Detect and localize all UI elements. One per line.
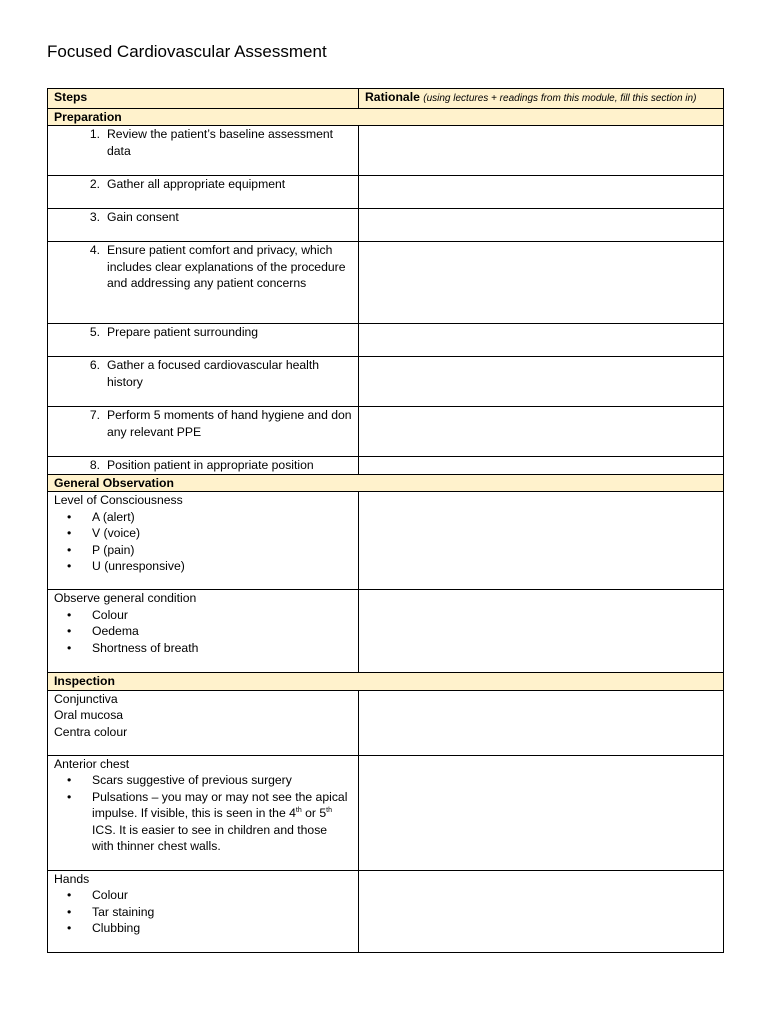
pulsations-text: or 5 [301,806,327,820]
rationale-cell[interactable] [359,242,724,324]
step-cell [48,126,359,176]
section-inspection [48,673,724,691]
list-item: • Clubbing [54,920,352,937]
table-row [48,590,724,673]
list-item: • Scars suggestive of previous surgery [54,772,352,789]
step-cell [48,209,359,242]
hands-heading: Hands [54,871,90,886]
rationale-cell[interactable] [359,870,724,952]
step-number: 5. [89,325,100,339]
section-general-observation [48,474,724,492]
table-row [48,324,724,357]
step-text: Gain consent [107,210,179,224]
rationale-cell[interactable] [359,176,724,209]
table-header-row [48,89,724,109]
step-text: Prepare patient surrounding [107,325,259,339]
section-label: General Observation [48,474,724,492]
table-row [48,242,724,324]
rationale-cell[interactable] [359,590,724,673]
pulsations-text: ICS. It is easier to see in children and those with thinner chest walls. [92,822,328,853]
consciousness-list [54,509,352,575]
rationale-cell[interactable] [359,126,724,176]
step-number: 2. [89,177,100,191]
rationale-cell[interactable] [359,457,724,475]
consciousness-cell [48,492,359,590]
hands-cell [48,870,359,952]
list-item: • U (unresponsive) [54,558,352,575]
ordinal-suffix: th [326,806,332,814]
rationale-cell[interactable] [359,755,724,870]
pulsations-text: Pulsations – you may or may not see the apical impulse. If visible, this is seen in the 4 [92,789,348,820]
condition-cell [48,590,359,673]
step-number: 3. [89,210,100,224]
step-text: Position patient in appropriate position [107,458,314,472]
condition-heading: Observe general condition [54,591,197,605]
header-rationale-label: Rationale [365,90,420,104]
table-row [48,690,724,755]
inspection-line: Oral mucosa [54,708,124,722]
list-item: • P (pain) [54,542,352,559]
anterior-chest-heading: Anterior chest [54,756,130,771]
table-row [48,209,724,242]
anterior-chest-list [54,772,352,855]
step-text: Gather all appropriate equipment [107,177,286,191]
step-text: Review the patient’s baseline assessment data [107,127,334,158]
step-text: Perform 5 moments of hand hygiene and don any relevant PPE [107,408,352,439]
table-row [48,357,724,407]
step-cell [48,324,359,357]
list-item [54,789,352,855]
list-item: • Tar staining [54,904,352,921]
assessment-table [47,88,724,953]
list-item: • Colour [54,607,352,624]
rationale-cell[interactable] [359,357,724,407]
table-row [48,755,724,870]
consciousness-heading: Level of Consciousness [54,493,183,507]
rationale-cell[interactable] [359,324,724,357]
inspection-cell [48,690,359,755]
table-row [48,407,724,457]
hands-list [54,887,352,937]
list-item: • V (voice) [54,525,352,542]
table-row [48,457,724,475]
step-cell [48,357,359,407]
section-label: Inspection [48,673,724,691]
page-title: Focused Cardiovascular Assessment [47,42,327,61]
step-number: 8. [89,458,100,472]
rationale-cell[interactable] [359,690,724,755]
section-label: Preparation [48,108,724,126]
step-text: Ensure patient comfort and privacy, which includes clear explanations of the procedure and addressing any patient concerns [107,243,346,290]
section-preparation [48,108,724,126]
rationale-cell[interactable] [359,407,724,457]
inspection-line: Centra colour [54,724,128,739]
rationale-cell[interactable] [359,492,724,590]
list-item: • Shortness of breath [54,640,352,657]
header-steps: Steps [48,89,359,109]
list-item: • Oedema [54,623,352,640]
step-number: 7. [89,408,100,422]
ordinal-suffix: th [295,806,302,814]
step-number: 1. [89,127,100,141]
step-cell [48,176,359,209]
step-cell [48,457,359,475]
step-text: Gather a focused cardiovascular health history [107,358,320,389]
step-cell [48,407,359,457]
rationale-cell[interactable] [359,209,724,242]
step-number: 4. [89,243,100,257]
header-rationale [359,89,724,109]
inspection-line: Conjunctiva [54,691,118,706]
step-cell [48,242,359,324]
table-row [48,176,724,209]
list-item: • A (alert) [54,509,352,526]
list-item: • Colour [54,887,352,904]
condition-list [54,607,352,657]
table-row [48,492,724,590]
anterior-chest-cell [48,755,359,870]
table-row [48,126,724,176]
step-number: 6. [89,358,100,372]
header-rationale-note: (using lectures + readings from this module, fill this section in) [423,93,697,104]
table-row [48,870,724,952]
